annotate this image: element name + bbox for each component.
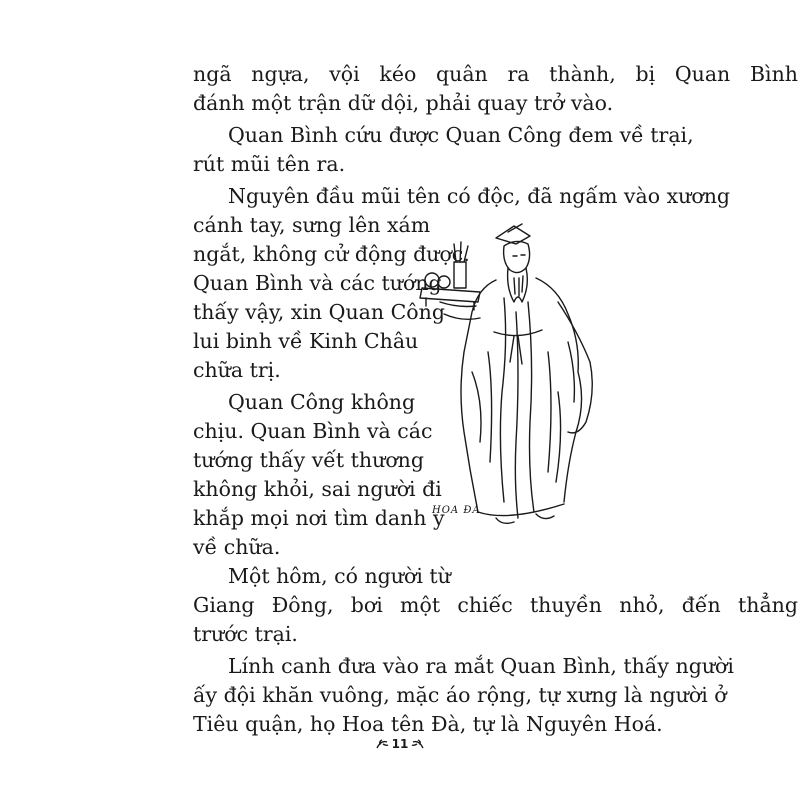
text-line: lui binh về Kinh Châu [193, 329, 419, 353]
text-line: tướng thấy vết thương [193, 448, 424, 472]
text-line: ngã ngựa, vội kéo quân ra thành, bị Quan Bình [193, 62, 798, 86]
text-line: thấy vậy, xin Quan Công [193, 300, 445, 324]
text-line: Quan Công không [228, 390, 416, 414]
text-line: chịu. Quan Bình và các [193, 419, 433, 443]
text-line: khắp mọi nơi tìm danh y [193, 506, 445, 530]
page-number: 11 [391, 737, 409, 751]
text-line: Giang Đông, bơi một chiếc thuyền nhỏ, đến thẳng [193, 593, 798, 617]
text-line: đánh một trận dữ dội, phải quay trở vào. [193, 91, 614, 115]
text-line: Một hôm, có người từ [228, 564, 451, 588]
text-line: chữa trị. [193, 358, 281, 382]
illustration-caption: HOA ĐÀ [432, 505, 481, 516]
text-line: ấy đội khăn vuông, mặc áo rộng, tự xưng là người ở [193, 683, 727, 707]
floral-ornament-icon [411, 738, 425, 750]
hoa-da-illustration [418, 222, 603, 527]
floral-ornament-icon [375, 738, 389, 750]
text-line: rút mũi tên ra. [193, 152, 346, 176]
text-line: cánh tay, sưng lên xám [193, 213, 431, 237]
text-line: ngắt, không cử động được. [193, 242, 470, 266]
text-line: Nguyên đầu mũi tên có độc, đã ngấm vào xương [228, 184, 731, 208]
text-line: Quan Bình và các tướng [193, 271, 442, 295]
page-footer [370, 734, 430, 754]
text-line: Quan Bình cứu được Quan Công đem về trại, [228, 123, 694, 147]
text-line: Lính canh đưa vào ra mắt Quan Bình, thấy người [228, 654, 734, 678]
text-line: trước trại. [193, 622, 298, 646]
text-line: về chữa. [193, 535, 281, 559]
text-line: không khỏi, sai người đi [193, 477, 442, 501]
text-line: Tiêu quận, họ Hoa tên Đà, tự là Nguyên Hoá. [193, 712, 663, 736]
